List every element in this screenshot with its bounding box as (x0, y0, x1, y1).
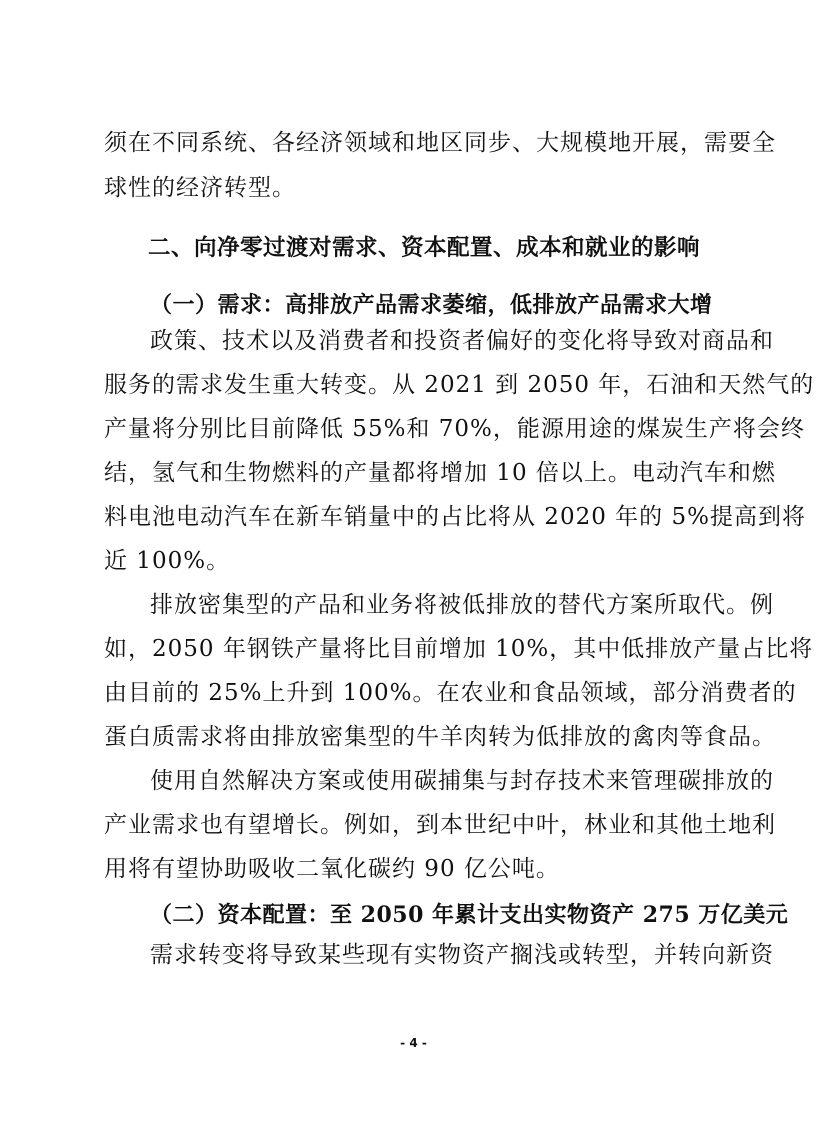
paragraph-line: 排放密集型的产品和业务将被低排放的替代方案所取代。例 (150, 592, 774, 618)
paragraph-line: 需求转变将导致某些现有实物资产搁浅或转型，并转向新资 (150, 942, 774, 968)
paragraph-line: 使用自然解决方案或使用碳捕集与封存技术来管理碳排放的 (150, 768, 774, 794)
paragraph-line: 料电池电动汽车在新车销量中的占比将从 2020 年的 5%提高到将 (104, 504, 806, 530)
paragraph-line: 近 100%。 (104, 548, 231, 574)
paragraph-line: 如，2050 年钢铁产量将比目前增加 10%，其中低排放产量占比将 (104, 636, 814, 662)
subsection-heading-demand: （一）需求：高排放产品需求萎缩，低排放产品需求大增 (150, 292, 713, 318)
paragraph-line: 服务的需求发生重大转变。从 2021 到 2050 年，石油和天然气的 (104, 372, 815, 398)
paragraph-line: 球性的经济转型。 (104, 175, 296, 201)
paragraph-line: 蛋白质需求将由排放密集型的牛羊肉转为低排放的禽肉等食品。 (104, 724, 776, 750)
paragraph-line: 结，氢气和生物燃料的产量都将增加 10 倍以上。电动汽车和燃 (104, 460, 776, 486)
section-heading: 二、向净零过渡对需求、资本配置、成本和就业的影响 (148, 235, 701, 261)
paragraph-line: 须在不同系统、各经济领域和地区同步、大规模地开展，需要全 (104, 130, 776, 156)
paragraph-line: 由目前的 25%上升到 100%。在农业和食品领域，部分消费者的 (104, 680, 797, 706)
subsection-heading-capital: （二）资本配置：至 2050 年累计支出实物资产 275 万亿美元 (150, 902, 789, 928)
paragraph-line: 产业需求也有望增长。例如，到本世纪中叶，林业和其他土地利 (104, 812, 776, 838)
paragraph-line: 政策、技术以及消费者和投资者偏好的变化将导致对商品和 (150, 328, 774, 354)
paragraph-line: 产量将分别比目前降低 55%和 70%，能源用途的煤炭生产将会终 (104, 416, 805, 442)
paragraph-line: 用将有望协助吸收二氧化碳约 90 亿公吨。 (104, 856, 560, 882)
page-number: - 4 - (400, 1036, 427, 1050)
